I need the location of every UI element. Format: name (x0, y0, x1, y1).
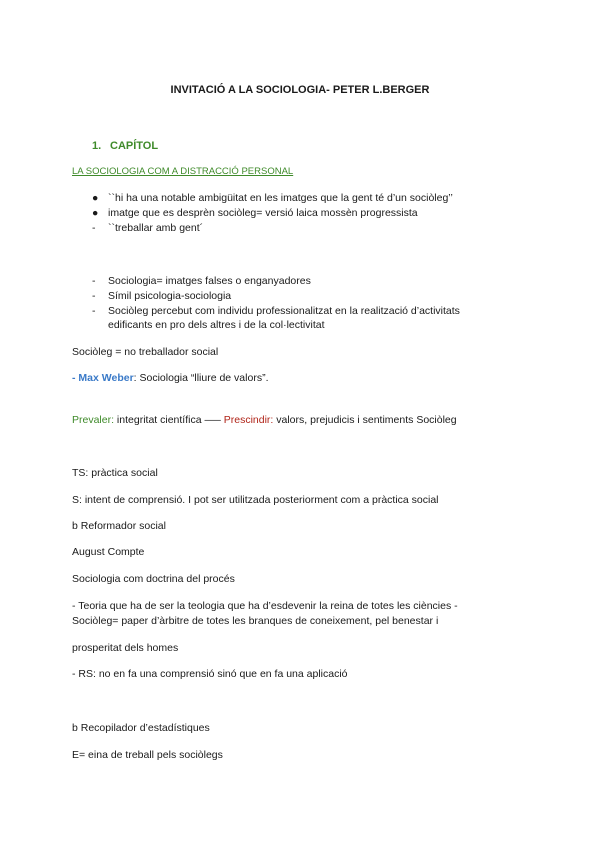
weber-name: Max Weber (78, 372, 134, 384)
prevaler-label: Prevaler: (72, 414, 115, 426)
prevaler-paragraph (72, 414, 457, 426)
paragraph: - RS: no en fa una comprensió sinó que en fa una aplicació (72, 668, 348, 680)
weber-paragraph (72, 372, 268, 384)
weber-dash: - (72, 372, 79, 384)
list-item-text: ``treballar amb gent´ (108, 222, 204, 234)
weber-text: : Sociologia “lliure de valors”. (133, 372, 269, 384)
dash-marker: - (92, 290, 96, 302)
chapter-number: 1. (92, 140, 102, 152)
paragraph: TS: pràctica social (72, 467, 158, 479)
list-item-text: ``hi ha una notable ambigüitat en les imatges que la gent té d’un sociòleg’’ (108, 192, 453, 204)
paragraph: b Recopilador d’estadístiques (72, 722, 210, 734)
list-item-text: edificants en pro dels altres i de la col·lectivitat (108, 319, 325, 331)
paragraph: Sociòleg = no treballador social (72, 346, 219, 358)
list-item-text: Sociòleg percebut com individu professionalitzat en la realització d’activitats (108, 305, 460, 317)
chapter-heading (92, 140, 158, 152)
dash-marker: - (92, 305, 96, 317)
paragraph: August Compte (72, 546, 145, 558)
chapter-title: CAPÍTOL (110, 140, 159, 152)
list-item-text: Sociologia= imatges falses o enganyadores (108, 275, 311, 287)
bullet-icon: ● (92, 207, 99, 219)
prescindir-text: valors, prejudicis i sentiments Sociòleg (273, 414, 457, 426)
dash-marker: - (92, 222, 96, 234)
paragraph: prosperitat dels homes (72, 642, 179, 654)
dash-marker: - (92, 275, 96, 287)
prescindir-label: Prescindir: (223, 414, 274, 426)
list-item-text: imatge que es desprèn sociòleg= versió laica mossèn progressista (108, 207, 418, 219)
prevaler-text: integritat científica —– (114, 414, 224, 426)
paragraph: - Teoria que ha de ser la teologia que ha d’esdevenir la reina de totes les ciències - (72, 600, 458, 612)
section-heading: LA SOCIOLOGIA COM A DISTRACCIÓ PERSONAL (72, 166, 294, 177)
paragraph: Sociologia com doctrina del procés (72, 573, 235, 585)
paragraph: E= eina de treball pels sociòlegs (72, 749, 223, 761)
bullet-icon: ● (92, 192, 99, 204)
paragraph: S: intent de comprensió. I pot ser utilitzada posteriorment com a pràctica social (72, 494, 439, 506)
paragraph: Sociòleg= paper d’àrbitre de totes les branques de coneixement, pel benestar i (72, 615, 439, 627)
page-title: INVITACIÓ A LA SOCIOLOGIA- PETER L.BERGER (170, 84, 430, 96)
paragraph: b Reformador social (72, 520, 166, 532)
list-item-text: Símil psicologia-sociologia (108, 290, 232, 302)
